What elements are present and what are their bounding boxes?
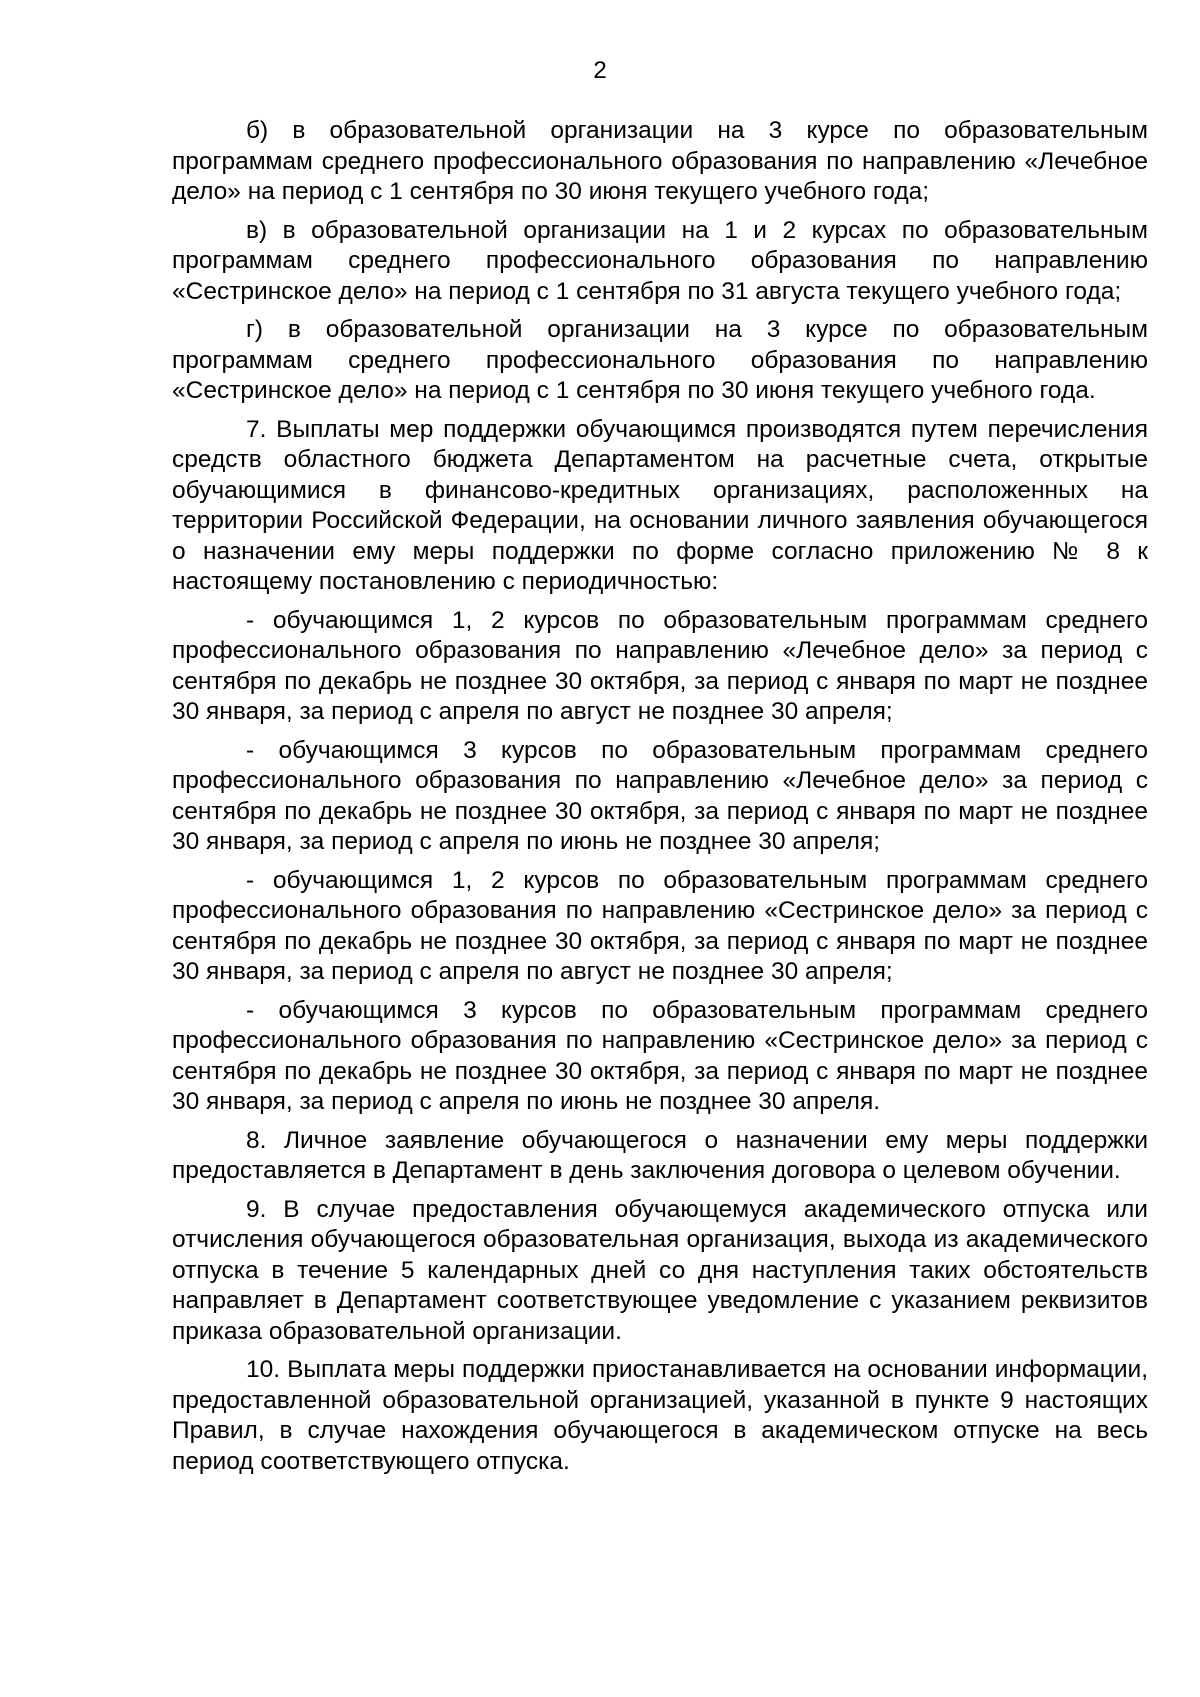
list-item-dash-1: - обучающимся 1, 2 курсов по образовательным программам среднего профессионального образования по направлению «Лечебное дело» за период с сентября по декабрь не позднее 30 октября, за период с января по март не позднее 30 января, за период с апреля по август не позднее 30 апреля;: [172, 606, 1148, 725]
page-number: 2: [593, 57, 607, 84]
list-item-dash-4: - обучающимся 3 курсов по образовательным программам среднего профессионального образования по направлению «Сестринское дело» за период с сентября по декабрь не позднее 30 октября, за период с января по март не позднее 30 января, за период с апреля по июнь не позднее 30 апреля.: [172, 996, 1148, 1115]
paragraph-subitem-g: г) в образовательной организации на 3 курсе по образовательным программам среднего профессионального образования по направлению «Сестринское дело» на период с 1 сентября по 30 июня текущего учебного года.: [172, 316, 1148, 404]
paragraph-item-10: 10. Выплата меры поддержки приостанавливается на основании информации, предоставленной образовательной организацией, указанной в пункте 9 настоящих Правил, в случае нахождения обучающегося в академическом отпуске на весь период соответствующего отпуска.: [172, 1356, 1148, 1475]
document-body: [172, 116, 1148, 1485]
paragraph-subitem-v: в) в образовательной организации на 1 и 2 курсах по образовательным программам среднего профессионального образования по направлению «Сестринское дело» на период с 1 сентября по 31 августа текущего учебного года;: [172, 216, 1148, 305]
list-item-dash-3: - обучающимся 1, 2 курсов по образовательным программам среднего профессионального образования по направлению «Сестринское дело» за период с сентября по декабрь не позднее 30 октября, за период с января по март не позднее 30 января, за период с апреля по август не позднее 30 апреля;: [172, 866, 1148, 985]
paragraph-item-9: 9. В случае предоставления обучающемуся академического отпуска или отчисления обучающегося образовательная организация, выхода из академического отпуска в течение 5 календарных дней со дня наступления таких обстоятельств направляет в Департамент соответствующее уведомление с указанием реквизитов приказа образовательной организации.: [172, 1195, 1148, 1345]
paragraph-item-8: 8. Личное заявление обучающегося о назначении ему меры поддержки предоставляется в Департамент в день заключения договора о целевом обучении.: [172, 1126, 1148, 1184]
paragraph-item-7: 7. Выплаты мер поддержки обучающимся производятся путем перечисления средств областного бюджета Департаментом на расчетные счета, открытые обучающимися в финансово-кредитных организациях, расположенных на территории Российской Федерации, на основании личного заявления обучающегося о назначении ему меры поддержки по форме согласно приложению № 8 к настоящему постановлению с периодичностью:: [172, 415, 1148, 595]
list-item-dash-2: - обучающимся 3 курсов по образовательным программам среднего профессионального образования по направлению «Лечебное дело» за период с сентября по декабрь не позднее 30 октября, за период с января по март не позднее 30 января, за период с апреля по июнь не позднее 30 апреля;: [172, 736, 1148, 855]
paragraph-subitem-b: б) в образовательной организации на 3 курсе по образовательным программам среднего профессионального образования по направлению «Лечебное дело» на период с 1 сентября по 30 июня текущего учебного года;: [172, 117, 1148, 205]
